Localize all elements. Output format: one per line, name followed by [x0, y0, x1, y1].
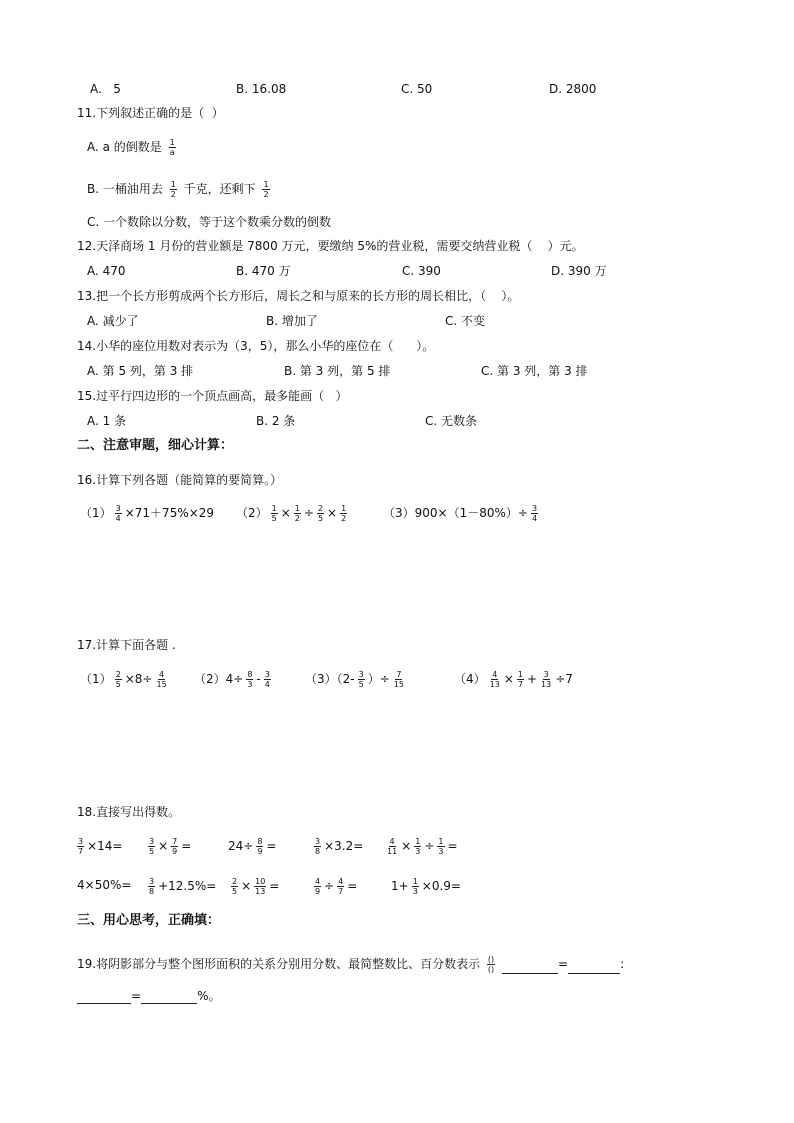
q12-option-c: C. 390 [402, 264, 441, 278]
q10-option-b: B. 16.08 [236, 82, 287, 96]
q18-r2-e4: $\frac{4}{9}$ ÷ $\frac{4}{7}$ = [315, 877, 358, 896]
q19-stem: 19.将阴影部分与整个图形面积的关系分别用分数、最简整数比、百分数表示 $\frac{()}{()}$ = : [77, 955, 625, 974]
fraction: $\frac{7}{9}$ [172, 837, 178, 856]
answer-blank[interactable] [77, 991, 131, 1004]
q18-r1-e3: 24÷ $\frac{8}{9}$ = [228, 837, 277, 856]
q18-r1-e2: $\frac{3}{5}$ × $\frac{7}{9}$ = [149, 837, 192, 856]
fraction: $\frac{8}{3}$ [247, 670, 253, 689]
q12-option-d: D. 390 万 [551, 264, 607, 278]
fraction: $\frac{4}{13}$ [489, 670, 500, 689]
q13-stem: 13.把一个长方形剪成两个长方形后，周长之和与原来的长方形的周长相比，（ ）。 [77, 289, 520, 303]
q19-line-2: = %。 [77, 988, 220, 1004]
fraction: $\frac{10}{13}$ [255, 877, 266, 896]
fraction: $\frac{4}{11}$ [387, 837, 398, 856]
q10-option-d: D. 2800 [549, 82, 597, 96]
q11-stem: 11.下列叙述正确的是（ ） [77, 106, 224, 120]
fraction: $\frac{7}{15}$ [393, 670, 404, 689]
q14-stem: 14.小华的座位用数对表示为（3，5），那么小华的座位在（ ）。 [77, 339, 435, 353]
answer-blank[interactable] [141, 991, 197, 1004]
fraction: $\frac{1}{2}$ [170, 180, 176, 199]
fraction: $\frac{()}{()}$ [487, 955, 495, 974]
fraction: $\frac{1}{a}$ [169, 138, 175, 157]
section-heading-2: 二、注意审题，细心计算： [77, 438, 234, 453]
q15-option-a: A. 1 条 [87, 414, 127, 428]
q13-option-a: A. 减少了 [87, 314, 139, 328]
q16-problem-1: （1） $\frac{3}{4}$ ×71＋75%×29 [80, 504, 215, 523]
fraction: $\frac{3}{13}$ [541, 670, 552, 689]
q14-option-a: A. 第 5 列，第 3 排 [87, 364, 194, 378]
q12-option-a: A. 470 [87, 264, 126, 278]
q16-stem: 16.计算下列各题（能简算的要简算。） [77, 473, 283, 487]
q11-option-a: A. a 的倒数是 $\frac{1}{a}$ [87, 138, 175, 157]
fraction: $\frac{3}{4}$ [115, 504, 121, 523]
fraction: $\frac{8}{9}$ [257, 837, 263, 856]
q18-stem: 18.直接写出得数。 [77, 805, 181, 819]
q17-problem-2: （2）4÷ $\frac{8}{3}$ - $\frac{3}{4}$ [194, 670, 270, 689]
fraction: $\frac{3}{8}$ [315, 837, 321, 856]
q15-option-b: B. 2 条 [256, 414, 296, 428]
fraction: $\frac{1}{2}$ [294, 504, 300, 523]
q17-problem-3: （3）（2- $\frac{3}{5}$ ）÷ $\frac{7}{15}$ [305, 670, 404, 689]
fraction: $\frac{1}{5}$ [271, 504, 277, 523]
q14-option-c: C. 第 3 列，第 3 排 [481, 364, 588, 378]
q11-option-c: C. 一个数除以分数，等于这个数乘分数的倒数 [87, 215, 332, 229]
q18-r1-e1: $\frac{3}{7}$ ×14= [78, 837, 123, 856]
fraction: $\frac{3}{4}$ [264, 670, 270, 689]
fraction: $\frac{1}{2}$ [263, 180, 269, 199]
q17-problem-1: （1） $\frac{2}{5}$ ×8÷ $\frac{4}{15}$ [80, 670, 167, 689]
q13-option-c: C. 不变 [445, 314, 486, 328]
fraction: $\frac{3}{4}$ [531, 504, 538, 523]
fraction: $\frac{2}{5}$ [115, 670, 121, 689]
fraction: $\frac{4}{9}$ [315, 877, 321, 896]
q10-option-a: A. 5 [90, 82, 121, 96]
q11-option-b: B. 一桶油用去 $\frac{1}{2}$ 千克，还剩下 $\frac{1}{2}$ [87, 180, 269, 199]
q15-option-c: C. 无数条 [425, 414, 478, 428]
fraction: $\frac{3}{5}$ [358, 670, 364, 689]
section-heading-3: 三、用心思考，正确填： [77, 913, 221, 928]
q15-stem: 15.过平行四边形的一个顶点画高，最多能画（ ） [77, 389, 348, 403]
fraction: $\frac{2}{5}$ [232, 877, 238, 896]
fraction: $\frac{3}{5}$ [149, 837, 155, 856]
q18-r2-e5: 1+ $\frac{1}{3}$ ×0.9= [391, 877, 461, 896]
q12-stem: 12.天泽商场 1 月份的营业额是 7800 万元，要缴纳 5%的营业税，需要交纳营业税（ ）元。 [77, 239, 584, 253]
fraction: $\frac{2}{5}$ [317, 504, 324, 523]
q18-r1-e4: $\frac{3}{8}$ ×3.2= [315, 837, 364, 856]
fraction: $\frac{3}{7}$ [78, 837, 84, 856]
q14-option-b: B. 第 3 列，第 5 排 [284, 364, 391, 378]
answer-blank[interactable] [502, 961, 558, 974]
fraction: $\frac{1}{2}$ [341, 504, 347, 523]
q18-r1-e5: $\frac{4}{11}$ × $\frac{1}{3}$ ÷ $\frac{1}{3}$ = [387, 837, 458, 856]
fraction: $\frac{1}{3}$ [412, 877, 418, 896]
answer-blank[interactable] [568, 961, 620, 974]
fraction: $\frac{3}{8}$ [149, 877, 155, 896]
fraction: $\frac{1}{3}$ [438, 837, 444, 856]
q13-option-b: B. 增加了 [266, 314, 318, 328]
q18-r2-e1: 4×50%= [77, 878, 132, 892]
q18-r2-e2: $\frac{3}{8}$ +12.5%= [149, 877, 217, 896]
q16-problem-2: （2） $\frac{1}{5}$ × $\frac{1}{2}$ ÷ $\frac{2}{5}$ × $\frac{1}{2}$ [236, 504, 347, 523]
q10-option-c: C. 50 [401, 82, 433, 96]
q17-stem: 17.计算下面各题 . [77, 638, 176, 652]
fraction: $\frac{4}{15}$ [156, 670, 167, 689]
q16-problem-3: （3）900×（1－80%）÷ $\frac{3}{4}$ [383, 504, 538, 523]
q12-option-b: B. 470 万 [236, 264, 291, 278]
fraction: $\frac{1}{7}$ [517, 670, 523, 689]
q18-r2-e3: $\frac{2}{5}$ × $\frac{10}{13}$ = [232, 877, 280, 896]
fraction: $\frac{1}{3}$ [415, 837, 421, 856]
fraction: $\frac{4}{7}$ [338, 877, 344, 896]
q17-problem-4: （4） $\frac{4}{13}$ × $\frac{1}{7}$ + $\frac{3}{13}$ ÷7 [454, 670, 573, 689]
